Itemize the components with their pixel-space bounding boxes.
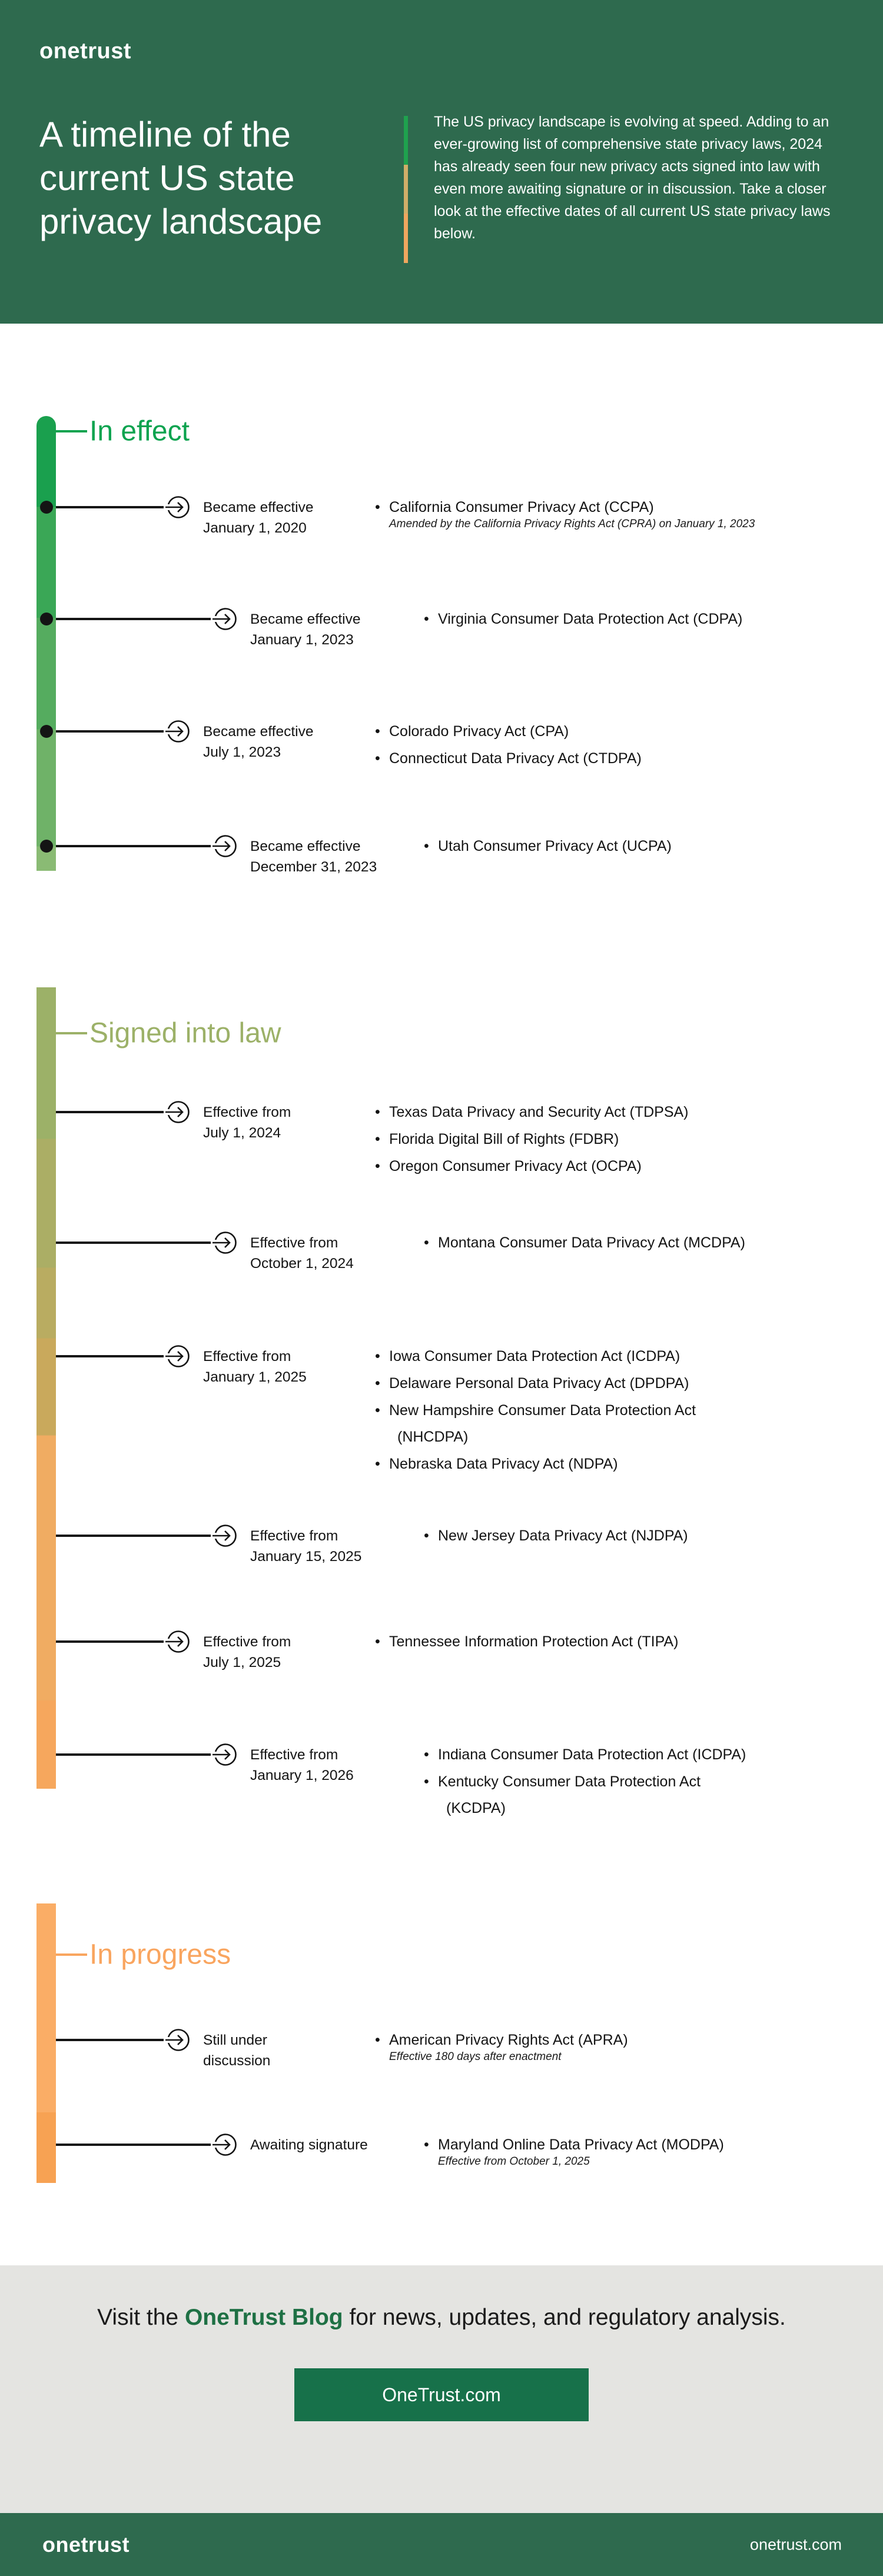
act-item: • Connecticut Data Privacy Act (CTDPA) [374,745,762,772]
title-line: current US state [39,158,295,198]
heading-connector-line [56,1953,87,1956]
act-item: • Maryland Online Data Privacy Act (MODPA) Effective from October 1, 2025 [423,2132,764,2169]
arrow-circle-icon [164,1629,190,1654]
acts-list [423,2132,764,2174]
page-title [39,113,322,244]
arrow-circle-icon [164,1100,190,1124]
timeline-bar-in-effect [36,416,56,871]
act-item: • Utah Consumer Privacy Act (UCPA) [423,833,764,860]
connector-line [56,2144,211,2146]
header-divider [404,116,408,263]
acts-list [423,833,764,860]
arrow-circle-icon [211,1742,237,1767]
connector-line [56,506,164,508]
acts-list [374,2027,762,2069]
title-line: privacy landscape [39,202,323,241]
arrow-circle-icon [164,719,190,744]
act-item: • Nebraska Data Privacy Act (NDPA) [374,1451,762,1477]
onetrust-logo: onetrust [39,39,131,64]
entry-date-label: Effective from January 1, 2025 [203,1348,307,1385]
arrow-circle-icon [211,607,237,631]
footer [0,2265,883,2513]
act-item: • Virginia Consumer Data Protection Act (CDPA) [423,606,764,633]
timeline-bar-in-progress [36,1903,56,2183]
act-note: Effective 180 days after enactment [389,2050,562,2063]
connector-line [56,1111,164,1113]
entry-date-label: Effective from January 15, 2025 [250,1527,362,1565]
divider-orange-segment [404,214,408,263]
arrow-circle-icon [211,1230,237,1255]
entry-date-label: Effective from July 1, 2024 [203,1104,291,1141]
acts-list [423,606,764,633]
connector-line [56,2039,164,2041]
onetrust-logo-bottom: onetrust [42,2532,130,2557]
connector-line [56,1753,211,1756]
act-item: • Tennessee Information Protection Act (TIPA) [374,1629,762,1655]
act-item: • Iowa Consumer Data Protection Act (ICDPA) [374,1343,762,1370]
entry-date-label: Awaiting signature [250,2136,368,2153]
heading-connector-line [56,430,87,432]
entry-date-label: Became effective July 1, 2023 [203,723,314,760]
act-item: • Montana Consumer Data Privacy Act (MCDPA) [423,1230,764,1256]
title-line: A timeline of the [39,115,291,154]
acts-list [423,1230,764,1257]
timeline-dot [40,840,53,853]
section-heading-label: Signed into law [89,1017,281,1049]
onetrust-site-link[interactable]: onetrust.com [749,2535,842,2553]
arrow-circle-icon [164,2028,190,2052]
arrow-circle-icon [164,495,190,520]
timeline-dot [40,725,53,738]
act-item: • Oregon Consumer Privacy Act (OCPA) [374,1153,762,1180]
divider-green-segment [404,116,408,165]
onetrust-blog-link[interactable]: OneTrust Blog [184,2305,343,2330]
divider-tan-segment [404,165,408,214]
arrow-circle-icon [211,2132,237,2157]
arrow-circle-icon [211,1523,237,1548]
entry-date-label: Effective from July 1, 2025 [203,1633,291,1670]
heading-connector-line [56,1032,87,1034]
entry-date-label: Effective from October 1, 2024 [250,1234,354,1272]
entry-date-label: Became effective January 1, 2020 [203,499,314,536]
act-item: • California Consumer Privacy Act (CCPA) Amended by the California Privacy Rights Act (CPRA) on January 1, 2023 [374,494,762,532]
section-heading-label: In progress [89,1939,231,1971]
header [0,0,883,324]
connector-line [56,618,211,620]
act-item: • Florida Digital Bill of Rights (FDBR) [374,1126,762,1153]
act-item: • Indiana Consumer Data Protection Act (ICDPA) [423,1742,764,1768]
entry-date-label: Became effective January 1, 2023 [250,611,361,648]
act-item: • Kentucky Consumer Data Protection Act (KCDPA) [423,1769,764,1822]
connector-line [56,845,211,847]
onetrust-com-button[interactable]: OneTrust.com [294,2368,589,2421]
act-item: • New Jersey Data Privacy Act (NJDPA) [423,1523,764,1549]
act-item: • American Privacy Rights Act (APRA) Effective 180 days after enactment [374,2027,762,2065]
acts-list [423,1523,764,1550]
acts-list [423,1742,764,1822]
bottom-bar [0,2513,883,2576]
connector-line [56,730,164,733]
entry-date-label: Effective from January 1, 2026 [250,1746,354,1783]
act-note: Effective from October 1, 2025 [438,2155,590,2168]
act-item: • Delaware Personal Data Privacy Act (DPDPA) [374,1370,762,1397]
act-note: Amended by the California Privacy Rights Act (CPRA) on January 1, 2023 [389,517,755,530]
section-heading-label: In effect [89,415,190,447]
acts-list [374,1343,762,1478]
timeline-dot [40,501,53,514]
acts-list [374,718,762,773]
entry-date-label: Still under discussion [203,2032,271,2069]
timeline-bar-signed-into-law [36,987,56,1789]
connector-line [56,1355,164,1357]
act-item: • Colorado Privacy Act (CPA) [374,718,762,745]
acts-list [374,1629,762,1656]
entry-date-label: Became effective December 31, 2023 [250,838,377,875]
connector-line [56,1242,211,1244]
acts-list [374,1099,762,1180]
connector-line [56,1535,211,1537]
connector-line [56,1640,164,1643]
arrow-circle-icon [211,834,237,858]
arrow-circle-icon [164,1344,190,1369]
acts-list [374,494,762,537]
intro-paragraph: The US privacy landscape is evolving at speed. Adding to an ever-growing list of comprehensive state privacy laws, 2024 has already seen four new privacy acts signed into law with even more awaiting signature or in discussion. Take a closer look at the effective dates of all current US state privacy laws below. [434,114,831,242]
act-item: • New Hampshire Consumer Data Protection Act (NHCDPA) [374,1397,762,1450]
timeline-dot [40,613,53,625]
footer-message: Visit the OneTrust Blog for news, updates, and regulatory analysis. [97,2305,786,2330]
act-item: • Texas Data Privacy and Security Act (TDPSA) [374,1099,762,1126]
